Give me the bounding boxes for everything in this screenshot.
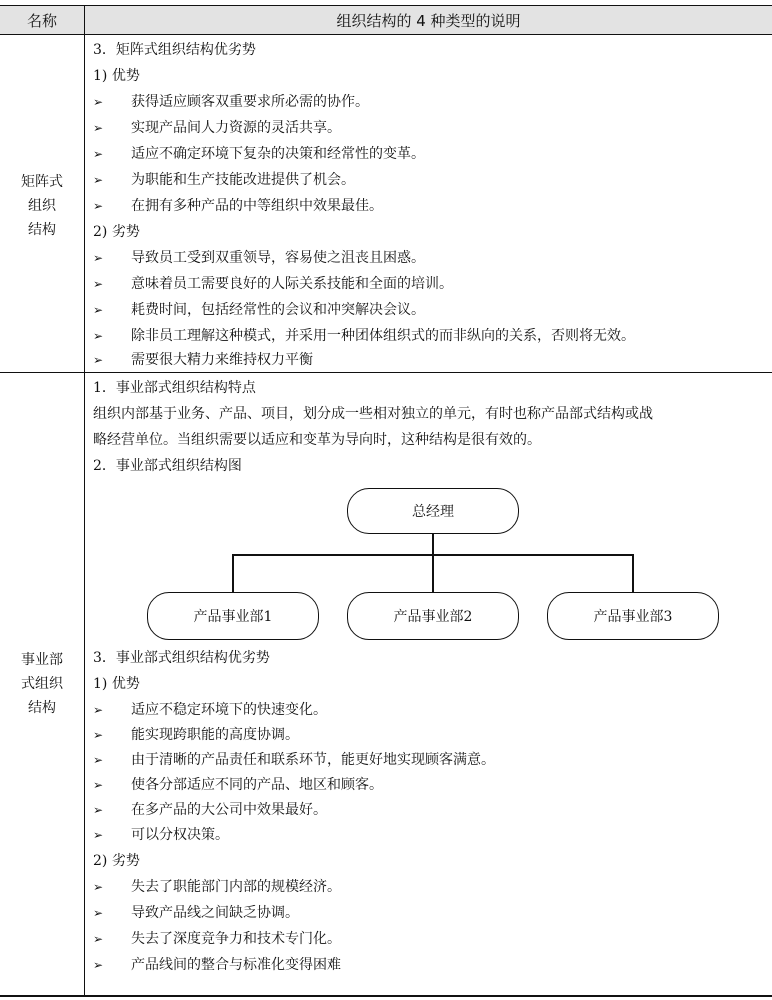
division-name-line: 结构	[28, 700, 56, 716]
division-name-line: 式组织	[21, 676, 63, 692]
list-item-text: 在拥有多种产品的中等组织中效果最佳。	[131, 198, 383, 214]
header-desc-label: 组织结构的 4 种类型的说明	[336, 11, 521, 30]
bullet-arrow-icon: ➢	[93, 277, 104, 291]
list-item	[93, 347, 313, 373]
list-item	[93, 271, 453, 297]
chart-connector	[432, 532, 434, 554]
bullet-arrow-icon: ➢	[93, 880, 104, 894]
list-item	[93, 722, 299, 748]
list-item	[93, 115, 341, 141]
bullet-arrow-icon: ➢	[93, 95, 104, 109]
division-pros-title: 1) 优势	[93, 676, 140, 692]
chart-connector	[632, 554, 634, 594]
org-node-label: 产品事业部3	[593, 609, 673, 625]
matrix-name-line: 结构	[28, 222, 56, 238]
bullet-arrow-icon: ➢	[93, 251, 104, 265]
bullet-arrow-icon: ➢	[93, 778, 104, 792]
list-item	[93, 822, 229, 848]
list-item-text: 产品线间的整合与标准化变得困难	[131, 957, 341, 973]
list-item	[93, 772, 383, 798]
org-chart	[145, 484, 719, 642]
list-item-text: 获得适应顾客双重要求所必需的协作。	[131, 94, 369, 110]
list-item	[93, 141, 425, 167]
list-item-text: 导致产品线之间缺乏协调。	[131, 905, 299, 921]
org-node-general-manager	[347, 488, 519, 534]
list-item	[93, 874, 341, 900]
list-item-text: 由于清晰的产品责任和联系环节，能更好地实现顾客满意。	[131, 752, 495, 768]
bullet-arrow-icon: ➢	[93, 828, 104, 842]
list-item-text: 意味着员工需要良好的人际关系技能和全面的培训。	[131, 276, 453, 292]
division-cons-title: 2) 劣势	[93, 853, 140, 869]
table-bottom-rule	[0, 995, 772, 997]
division-features-text: 组织内部基于业务、产品、项目，划分成一些相对独立的单元，有时也称产品部式结构或战	[93, 406, 653, 422]
bullet-arrow-icon: ➢	[93, 703, 104, 717]
list-item-text: 适应不稳定环境下的快速变化。	[131, 702, 327, 718]
list-item-text: 需要很大精力来维持权力平衡	[131, 352, 313, 368]
bullet-arrow-icon: ➢	[93, 932, 104, 946]
list-item	[93, 747, 495, 773]
org-node-label: 产品事业部1	[193, 609, 273, 625]
chart-connector	[432, 554, 434, 594]
list-item	[93, 89, 369, 115]
division-features-title: 1．事业部式组织结构特点	[93, 380, 256, 396]
org-node-label: 产品事业部2	[393, 609, 473, 625]
list-item	[93, 297, 425, 323]
division-name-line: 事业部	[21, 652, 63, 668]
matrix-section-title: 3．矩阵式组织结构优劣势	[93, 42, 256, 58]
bullet-arrow-icon: ➢	[93, 173, 104, 187]
list-item-text: 为职能和生产技能改进提供了机会。	[131, 172, 355, 188]
list-item-text: 能实现跨职能的高度协调。	[131, 727, 299, 743]
org-node-division-2	[347, 592, 519, 640]
header-name-cell	[0, 6, 84, 34]
matrix-pros-title: 1) 优势	[93, 68, 140, 84]
matrix-name-line: 组织	[28, 198, 56, 214]
list-item-text: 适应不确定环境下复杂的决策和经常性的变革。	[131, 146, 425, 162]
list-item-text: 导致员工受到双重领导，容易使之沮丧且困惑。	[131, 250, 425, 266]
bullet-arrow-icon: ➢	[93, 199, 104, 213]
org-node-division-1	[147, 592, 319, 640]
division-chart-title: 2．事业部式组织结构图	[93, 458, 242, 474]
header-desc-cell	[85, 6, 772, 34]
org-node-division-3	[547, 592, 719, 640]
list-item-text: 在多产品的大公司中效果最好。	[131, 802, 327, 818]
list-item	[93, 952, 341, 978]
division-section-title: 3．事业部式组织结构优劣势	[93, 650, 270, 666]
matrix-cons-title: 2) 劣势	[93, 224, 140, 240]
list-item	[93, 797, 327, 823]
header-bottom-rule	[0, 34, 772, 35]
org-node-label: 总经理	[412, 504, 454, 520]
list-item	[93, 193, 383, 219]
list-item-text: 实现产品间人力资源的灵活共享。	[131, 120, 341, 136]
list-item	[93, 167, 355, 193]
bullet-arrow-icon: ➢	[93, 353, 104, 367]
division-features-text: 略经营单位。当组织需要以适应和变革为导向时，这种结构是很有效的。	[93, 432, 541, 448]
matrix-name-line: 矩阵式	[21, 174, 63, 190]
list-item-text: 使各分部适应不同的产品、地区和顾客。	[131, 777, 383, 793]
list-item	[93, 926, 341, 952]
list-item-text: 除非员工理解这种模式，并采用一种团体组织式的而非纵向的关系，否则将无效。	[131, 328, 635, 344]
list-item	[93, 323, 635, 349]
bullet-arrow-icon: ➢	[93, 147, 104, 161]
matrix-name-cell	[0, 170, 84, 242]
bullet-arrow-icon: ➢	[93, 906, 104, 920]
bullet-arrow-icon: ➢	[93, 329, 104, 343]
list-item-text: 失去了深度竞争力和技术专门化。	[131, 931, 341, 947]
bullet-arrow-icon: ➢	[93, 958, 104, 972]
bullet-arrow-icon: ➢	[93, 303, 104, 317]
column-divider	[84, 6, 85, 996]
bullet-arrow-icon: ➢	[93, 728, 104, 742]
header-name-label: 名称	[26, 11, 57, 30]
list-item-text: 可以分权决策。	[131, 827, 229, 843]
list-item	[93, 900, 299, 926]
chart-connector	[232, 554, 234, 594]
list-item-text: 失去了职能部门内部的规模经济。	[131, 879, 341, 895]
division-name-cell	[0, 648, 84, 720]
bullet-arrow-icon: ➢	[93, 121, 104, 135]
bullet-arrow-icon: ➢	[93, 753, 104, 767]
list-item-text: 耗费时间，包括经常性的会议和冲突解决会议。	[131, 302, 425, 318]
bullet-arrow-icon: ➢	[93, 803, 104, 817]
list-item	[93, 245, 425, 271]
list-item	[93, 697, 327, 723]
